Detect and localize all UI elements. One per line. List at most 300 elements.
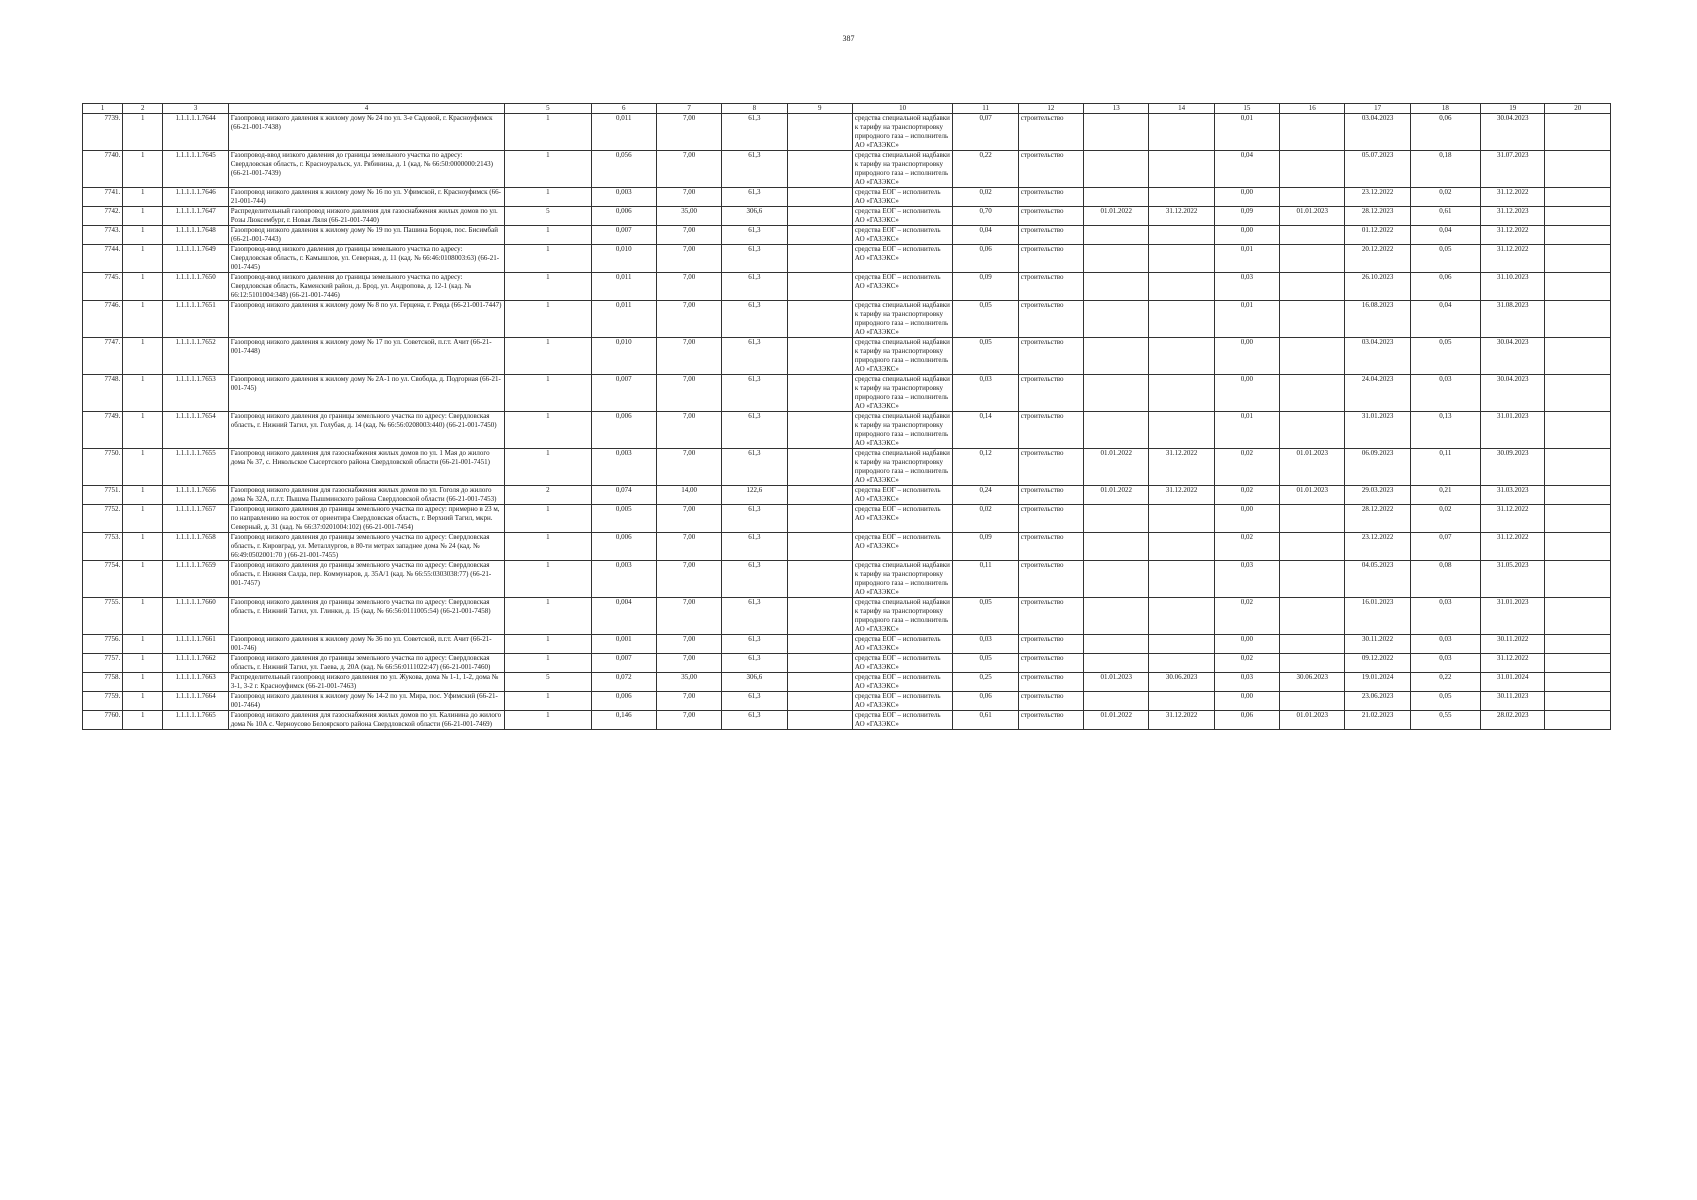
table-cell-col-15: 0,09 xyxy=(1214,207,1279,226)
table-cell-col-20 xyxy=(1545,245,1611,273)
table-cell-col-12: строительство xyxy=(1018,692,1083,711)
column-header-17: 17 xyxy=(1345,104,1410,114)
table-cell-col-7: 7,00 xyxy=(656,412,721,449)
table-cell-col-2: 1 xyxy=(123,486,163,505)
table-cell-col-12: строительство xyxy=(1018,598,1083,635)
column-header-20: 20 xyxy=(1545,104,1611,114)
table-cell-col-19: 30.04.2023 xyxy=(1481,338,1545,375)
table-cell-col-9 xyxy=(787,654,852,673)
table-cell-col-6: 0,011 xyxy=(591,273,656,301)
table-cell-col-18: 0,08 xyxy=(1410,561,1480,598)
table-cell-col-15: 0,04 xyxy=(1214,151,1279,188)
table-cell-col-4: Газопровод-ввод низкого давления до границы земельного участка по адресу: Свердловская область, г. Красноуральск, ул. Рябинина, д. 1 (кад. № 66:50:0000000:2143) (66-21-001-7439) xyxy=(228,151,504,188)
table-cell-col-2: 1 xyxy=(123,375,163,412)
table-cell-col-20 xyxy=(1545,188,1611,207)
table-cell-col-17: 31.01.2023 xyxy=(1345,412,1410,449)
table-cell-col-4: Газопровод низкого давления к жилому дому № 2А-1 по ул. Свобода, д. Подгорная (66-21-001-745) xyxy=(228,375,504,412)
table-cell-col-14: 30.06.2023 xyxy=(1149,673,1214,692)
table-cell-col-3: 1.1.1.1.1.7652 xyxy=(163,338,228,375)
table-cell-col-19: 31.12.2023 xyxy=(1481,207,1545,226)
table-cell-col-15: 0,00 xyxy=(1214,692,1279,711)
table-cell-col-4: Газопровод низкого давления до границы земельного участка по адресу: Свердловская область, г. Нижняя Салда, пер. Коммунаров, д. 35А/1 (кад. № 66:55:0303038:77) (66-21-001-7457) xyxy=(228,561,504,598)
table-cell-col-9 xyxy=(787,245,852,273)
table-cell-col-8: 61,3 xyxy=(722,598,787,635)
table-cell-col-14 xyxy=(1149,151,1214,188)
table-row xyxy=(83,654,1611,673)
table-cell-col-15: 0,00 xyxy=(1214,635,1279,654)
table-cell-col-1: 7751. xyxy=(83,486,123,505)
table-cell-col-10: средства ЕОГ – исполнитель АО «ГАЗЭКС» xyxy=(852,635,953,654)
table-cell-col-12: строительство xyxy=(1018,338,1083,375)
table-cell-col-15: 0,03 xyxy=(1214,561,1279,598)
table-cell-col-17: 26.10.2023 xyxy=(1345,273,1410,301)
table-row xyxy=(83,449,1611,486)
table-cell-col-3: 1.1.1.1.1.7659 xyxy=(163,561,228,598)
table-cell-col-19: 31.01.2024 xyxy=(1481,673,1545,692)
table-cell-col-12: строительство xyxy=(1018,561,1083,598)
table-cell-col-18: 0,07 xyxy=(1410,533,1480,561)
table-cell-col-11: 0,61 xyxy=(953,711,1018,730)
table-cell-col-9 xyxy=(787,151,852,188)
table-cell-col-15: 0,01 xyxy=(1214,301,1279,338)
table-cell-col-6: 0,007 xyxy=(591,654,656,673)
table-cell-col-9 xyxy=(787,226,852,245)
table-cell-col-6: 0,146 xyxy=(591,711,656,730)
table-cell-col-19: 30.11.2023 xyxy=(1481,692,1545,711)
table-cell-col-13 xyxy=(1084,245,1149,273)
table-cell-col-8: 61,3 xyxy=(722,151,787,188)
table-cell-col-16 xyxy=(1280,654,1345,673)
table-cell-col-19: 31.10.2023 xyxy=(1481,273,1545,301)
table-cell-col-2: 1 xyxy=(123,301,163,338)
table-row xyxy=(83,273,1611,301)
table-cell-col-6: 0,007 xyxy=(591,226,656,245)
column-header-14: 14 xyxy=(1149,104,1214,114)
table-cell-col-19: 31.12.2022 xyxy=(1481,654,1545,673)
table-cell-col-13: 01.01.2022 xyxy=(1084,207,1149,226)
table-cell-col-19: 28.02.2023 xyxy=(1481,711,1545,730)
table-cell-col-4: Газопровод низкого давления к жилому дому № 8 по ул. Герцена, г. Ревда (66-21-001-7447) xyxy=(228,301,504,338)
table-cell-col-3: 1.1.1.1.1.7658 xyxy=(163,533,228,561)
column-header-12: 12 xyxy=(1018,104,1083,114)
table-cell-col-4: Газопровод низкого давления до границы земельного участка по адресу: Свердловская область, г. Нижний Тагил, ул. Глинки, д. 15 (кад. № 66:56:0111005:54) (66-21-001-7458) xyxy=(228,598,504,635)
table-cell-col-11: 0,04 xyxy=(953,226,1018,245)
column-header-18: 18 xyxy=(1410,104,1480,114)
table-cell-col-7: 7,00 xyxy=(656,692,721,711)
column-header-19: 19 xyxy=(1481,104,1545,114)
table-cell-col-14 xyxy=(1149,226,1214,245)
table-cell-col-15: 0,00 xyxy=(1214,375,1279,412)
table-cell-col-13: 01.01.2022 xyxy=(1084,486,1149,505)
table-cell-col-9 xyxy=(787,486,852,505)
table-cell-col-7: 7,00 xyxy=(656,188,721,207)
table-cell-col-16: 01.01.2023 xyxy=(1280,207,1345,226)
table-cell-col-11: 0,09 xyxy=(953,533,1018,561)
table-cell-col-15: 0,00 xyxy=(1214,505,1279,533)
table-cell-col-18: 0,21 xyxy=(1410,486,1480,505)
table-cell-col-4: Газопровод низкого давления к жилому дому № 17 по ул. Советской, п.г.т. Ачит (66-21-001-7448) xyxy=(228,338,504,375)
table-cell-col-17: 28.12.2023 xyxy=(1345,207,1410,226)
table-cell-col-5: 1 xyxy=(505,412,591,449)
table-cell-col-3: 1.1.1.1.1.7646 xyxy=(163,188,228,207)
table-cell-col-2: 1 xyxy=(123,533,163,561)
table-cell-col-7: 7,00 xyxy=(656,561,721,598)
table-cell-col-18: 0,02 xyxy=(1410,505,1480,533)
table-cell-col-5: 2 xyxy=(505,486,591,505)
table-cell-col-1: 7758. xyxy=(83,673,123,692)
table-cell-col-8: 122,6 xyxy=(722,486,787,505)
table-cell-col-19: 31.08.2023 xyxy=(1481,301,1545,338)
table-cell-col-10: средства специальной надбавки к тарифу на транспортировку природного газа – исполнитель АО «ГАЗЭКС» xyxy=(852,301,953,338)
table-cell-col-17: 28.12.2022 xyxy=(1345,505,1410,533)
table-body xyxy=(83,114,1611,730)
table-cell-col-12: строительство xyxy=(1018,486,1083,505)
registry-table xyxy=(82,103,1611,730)
table-cell-col-18: 0,11 xyxy=(1410,449,1480,486)
table-cell-col-9 xyxy=(787,711,852,730)
table-cell-col-10: средства специальной надбавки к тарифу на транспортировку природного газа – исполнитель АО «ГАЗЭКС» xyxy=(852,449,953,486)
table-row xyxy=(83,412,1611,449)
table-cell-col-11: 0,05 xyxy=(953,301,1018,338)
table-cell-col-19: 30.09.2023 xyxy=(1481,449,1545,486)
table-cell-col-20 xyxy=(1545,692,1611,711)
table-cell-col-6: 0,011 xyxy=(591,114,656,151)
table-cell-col-10: средства специальной надбавки к тарифу на транспортировку природного газа – исполнитель АО «ГАЗЭКС» xyxy=(852,598,953,635)
table-cell-col-13 xyxy=(1084,188,1149,207)
table-cell-col-17: 30.11.2022 xyxy=(1345,635,1410,654)
table-cell-col-15: 0,01 xyxy=(1214,412,1279,449)
table-cell-col-18: 0,22 xyxy=(1410,673,1480,692)
table-cell-col-12: строительство xyxy=(1018,226,1083,245)
table-cell-col-18: 0,04 xyxy=(1410,226,1480,245)
page-number: 387 xyxy=(842,34,855,43)
table-cell-col-3: 1.1.1.1.1.7660 xyxy=(163,598,228,635)
column-header-3: 3 xyxy=(163,104,228,114)
table-cell-col-4: Газопровод низкого давления к жилому дому № 16 по ул. Уфимской, г. Красноуфимск (66-21-001-744) xyxy=(228,188,504,207)
table-cell-col-11: 0,05 xyxy=(953,598,1018,635)
table-cell-col-16 xyxy=(1280,533,1345,561)
column-header-16: 16 xyxy=(1280,104,1345,114)
table-cell-col-15: 0,00 xyxy=(1214,188,1279,207)
table-cell-col-13 xyxy=(1084,114,1149,151)
column-header-10: 10 xyxy=(852,104,953,114)
table-cell-col-10: средства специальной надбавки к тарифу на транспортировку природного газа – исполнитель АО «ГАЗЭКС» xyxy=(852,338,953,375)
table-cell-col-1: 7755. xyxy=(83,598,123,635)
table-cell-col-6: 0,010 xyxy=(591,245,656,273)
table-cell-col-20 xyxy=(1545,505,1611,533)
table-cell-col-1: 7752. xyxy=(83,505,123,533)
table-cell-col-11: 0,09 xyxy=(953,273,1018,301)
table-cell-col-3: 1.1.1.1.1.7651 xyxy=(163,301,228,338)
table-cell-col-12: строительство xyxy=(1018,188,1083,207)
table-cell-col-17: 29.03.2023 xyxy=(1345,486,1410,505)
table-row xyxy=(83,533,1611,561)
table-cell-col-3: 1.1.1.1.1.7656 xyxy=(163,486,228,505)
table-cell-col-8: 61,3 xyxy=(722,338,787,375)
table-cell-col-3: 1.1.1.1.1.7661 xyxy=(163,635,228,654)
table-cell-col-8: 61,3 xyxy=(722,188,787,207)
table-cell-col-10: средства ЕОГ – исполнитель АО «ГАЗЭКС» xyxy=(852,654,953,673)
table-cell-col-11: 0,25 xyxy=(953,673,1018,692)
table-cell-col-2: 1 xyxy=(123,635,163,654)
table-cell-col-4: Газопровод низкого давления к жилому дому № 19 по ул. Пашина Борцов, пос. Бисимбай (66-21-001-7443) xyxy=(228,226,504,245)
column-header-7: 7 xyxy=(656,104,721,114)
table-cell-col-5: 1 xyxy=(505,151,591,188)
table-cell-col-12: строительство xyxy=(1018,505,1083,533)
table-cell-col-12: строительство xyxy=(1018,273,1083,301)
table-cell-col-16 xyxy=(1280,273,1345,301)
table-cell-col-14 xyxy=(1149,273,1214,301)
table-cell-col-12: строительство xyxy=(1018,301,1083,338)
table-cell-col-11: 0,11 xyxy=(953,561,1018,598)
table-cell-col-3: 1.1.1.1.1.7653 xyxy=(163,375,228,412)
table-row xyxy=(83,207,1611,226)
table-cell-col-13 xyxy=(1084,226,1149,245)
table-cell-col-17: 23.06.2023 xyxy=(1345,692,1410,711)
table-cell-col-16 xyxy=(1280,338,1345,375)
table-cell-col-2: 1 xyxy=(123,245,163,273)
table-cell-col-5: 1 xyxy=(505,245,591,273)
table-cell-col-11: 0,02 xyxy=(953,505,1018,533)
table-cell-col-1: 7749. xyxy=(83,412,123,449)
table-cell-col-18: 0,05 xyxy=(1410,692,1480,711)
table-cell-col-3: 1.1.1.1.1.7665 xyxy=(163,711,228,730)
table-cell-col-5: 5 xyxy=(505,207,591,226)
table-cell-col-1: 7745. xyxy=(83,273,123,301)
table-cell-col-14 xyxy=(1149,412,1214,449)
table-cell-col-16 xyxy=(1280,635,1345,654)
table-cell-col-7: 7,00 xyxy=(656,635,721,654)
table-cell-col-1: 7742. xyxy=(83,207,123,226)
table-cell-col-14 xyxy=(1149,505,1214,533)
table-cell-col-4: Газопровод низкого давления для газоснабжения жилых домов по ул. 1 Мая до жилого дома № 37, с. Никольское Сысертского района Свердловской области (66-21-001-7451) xyxy=(228,449,504,486)
table-row xyxy=(83,711,1611,730)
table-cell-col-8: 61,3 xyxy=(722,375,787,412)
column-header-4: 4 xyxy=(228,104,504,114)
table-cell-col-15: 0,01 xyxy=(1214,114,1279,151)
table-cell-col-14 xyxy=(1149,692,1214,711)
table-cell-col-2: 1 xyxy=(123,692,163,711)
table-cell-col-16: 30.06.2023 xyxy=(1280,673,1345,692)
table-cell-col-20 xyxy=(1545,412,1611,449)
table-cell-col-3: 1.1.1.1.1.7644 xyxy=(163,114,228,151)
table-cell-col-13: 01.01.2023 xyxy=(1084,673,1149,692)
table-cell-col-7: 14,00 xyxy=(656,486,721,505)
table-cell-col-19: 31.12.2022 xyxy=(1481,188,1545,207)
table-cell-col-7: 7,00 xyxy=(656,301,721,338)
table-cell-col-20 xyxy=(1545,561,1611,598)
table-cell-col-5: 1 xyxy=(505,114,591,151)
table-cell-col-18: 0,05 xyxy=(1410,245,1480,273)
table-cell-col-10: средства специальной надбавки к тарифу на транспортировку природного газа – исполнитель АО «ГАЗЭКС» xyxy=(852,375,953,412)
table-cell-col-2: 1 xyxy=(123,151,163,188)
table-cell-col-18: 0,18 xyxy=(1410,151,1480,188)
table-cell-col-1: 7754. xyxy=(83,561,123,598)
table-cell-col-20 xyxy=(1545,207,1611,226)
table-cell-col-5: 1 xyxy=(505,533,591,561)
table-cell-col-8: 61,3 xyxy=(722,449,787,486)
column-header-1: 1 xyxy=(83,104,123,114)
table-cell-col-12: строительство xyxy=(1018,711,1083,730)
table-cell-col-3: 1.1.1.1.1.7663 xyxy=(163,673,228,692)
table-cell-col-1: 7744. xyxy=(83,245,123,273)
table-cell-col-1: 7740. xyxy=(83,151,123,188)
table-cell-col-18: 0,06 xyxy=(1410,114,1480,151)
table-cell-col-2: 1 xyxy=(123,226,163,245)
table-cell-col-11: 0,14 xyxy=(953,412,1018,449)
table-cell-col-9 xyxy=(787,533,852,561)
table-cell-col-10: средства ЕОГ – исполнитель АО «ГАЗЭКС» xyxy=(852,692,953,711)
table-cell-col-1: 7756. xyxy=(83,635,123,654)
table-row xyxy=(83,338,1611,375)
table-cell-col-5: 1 xyxy=(505,273,591,301)
table-cell-col-4: Газопровод низкого давления к жилому дому № 14-2 по ул. Мира, пос. Уфимский (66-21-001-7464) xyxy=(228,692,504,711)
table-cell-col-11: 0,06 xyxy=(953,692,1018,711)
table-cell-col-10: средства ЕОГ – исполнитель АО «ГАЗЭКС» xyxy=(852,673,953,692)
table-cell-col-11: 0,03 xyxy=(953,375,1018,412)
table-cell-col-6: 0,056 xyxy=(591,151,656,188)
table-cell-col-15: 0,03 xyxy=(1214,673,1279,692)
table-cell-col-13 xyxy=(1084,654,1149,673)
table-cell-col-19: 31.12.2022 xyxy=(1481,505,1545,533)
table-cell-col-2: 1 xyxy=(123,505,163,533)
table-cell-col-14 xyxy=(1149,654,1214,673)
table-cell-col-14: 31.12.2022 xyxy=(1149,486,1214,505)
table-cell-col-8: 61,3 xyxy=(722,635,787,654)
table-cell-col-11: 0,02 xyxy=(953,188,1018,207)
table-cell-col-17: 09.12.2022 xyxy=(1345,654,1410,673)
table-cell-col-17: 24.04.2023 xyxy=(1345,375,1410,412)
table-cell-col-8: 61,3 xyxy=(722,533,787,561)
table-cell-col-12: строительство xyxy=(1018,114,1083,151)
table-cell-col-10: средства ЕОГ – исполнитель АО «ГАЗЭКС» xyxy=(852,207,953,226)
table-cell-col-16 xyxy=(1280,561,1345,598)
header-row xyxy=(83,104,1611,114)
table-cell-col-9 xyxy=(787,301,852,338)
table-cell-col-14 xyxy=(1149,301,1214,338)
table-cell-col-13 xyxy=(1084,151,1149,188)
table-cell-col-11: 0,05 xyxy=(953,338,1018,375)
table-row xyxy=(83,561,1611,598)
table-cell-col-6: 0,006 xyxy=(591,533,656,561)
table-cell-col-15: 0,02 xyxy=(1214,533,1279,561)
table-cell-col-18: 0,61 xyxy=(1410,207,1480,226)
table-cell-col-2: 1 xyxy=(123,188,163,207)
table-cell-col-19: 31.01.2023 xyxy=(1481,598,1545,635)
table-cell-col-8: 61,3 xyxy=(722,245,787,273)
table-cell-col-8: 61,3 xyxy=(722,692,787,711)
table-cell-col-18: 0,06 xyxy=(1410,273,1480,301)
table-cell-col-3: 1.1.1.1.1.7645 xyxy=(163,151,228,188)
table-cell-col-1: 7746. xyxy=(83,301,123,338)
table-cell-col-7: 7,00 xyxy=(656,273,721,301)
table-cell-col-7: 7,00 xyxy=(656,711,721,730)
table-cell-col-6: 0,006 xyxy=(591,207,656,226)
table-cell-col-7: 7,00 xyxy=(656,598,721,635)
table-cell-col-4: Газопровод низкого давления к жилому дому № 24 по ул. 3-е Садовой, г. Красноуфимск (66-21-001-7438) xyxy=(228,114,504,151)
table-cell-col-7: 7,00 xyxy=(656,449,721,486)
table-cell-col-19: 31.12.2022 xyxy=(1481,245,1545,273)
table-cell-col-17: 16.01.2023 xyxy=(1345,598,1410,635)
table-cell-col-20 xyxy=(1545,449,1611,486)
table-cell-col-7: 7,00 xyxy=(656,114,721,151)
table-cell-col-4: Газопровод-ввод низкого давления до границы земельного участка по адресу: Свердловская область, г. Камышлов, ул. Северная, д. 11 (кад. № 66:46:0108003:63) (66-21-001-7445) xyxy=(228,245,504,273)
table-cell-col-13 xyxy=(1084,301,1149,338)
table-cell-col-20 xyxy=(1545,375,1611,412)
table-cell-col-6: 0,001 xyxy=(591,635,656,654)
table-cell-col-6: 0,006 xyxy=(591,692,656,711)
table-cell-col-9 xyxy=(787,114,852,151)
table-cell-col-5: 1 xyxy=(505,711,591,730)
table-cell-col-7: 7,00 xyxy=(656,226,721,245)
table-cell-col-11: 0,12 xyxy=(953,449,1018,486)
table-cell-col-8: 61,3 xyxy=(722,505,787,533)
table-cell-col-16 xyxy=(1280,226,1345,245)
table-cell-col-15: 0,02 xyxy=(1214,449,1279,486)
table-cell-col-8: 61,3 xyxy=(722,654,787,673)
table-cell-col-5: 1 xyxy=(505,635,591,654)
table-row xyxy=(83,635,1611,654)
table-cell-col-20 xyxy=(1545,486,1611,505)
table-cell-col-7: 7,00 xyxy=(656,245,721,273)
table-cell-col-3: 1.1.1.1.1.7664 xyxy=(163,692,228,711)
table-cell-col-10: средства ЕОГ – исполнитель АО «ГАЗЭКС» xyxy=(852,188,953,207)
table-cell-col-13 xyxy=(1084,375,1149,412)
table-cell-col-9 xyxy=(787,505,852,533)
table-cell-col-13 xyxy=(1084,338,1149,375)
table-cell-col-9 xyxy=(787,375,852,412)
table-cell-col-2: 1 xyxy=(123,561,163,598)
table-cell-col-11: 0,05 xyxy=(953,654,1018,673)
table-cell-col-9 xyxy=(787,338,852,375)
table-cell-col-15: 0,02 xyxy=(1214,598,1279,635)
table-row xyxy=(83,673,1611,692)
table-cell-col-2: 1 xyxy=(123,114,163,151)
table-cell-col-2: 1 xyxy=(123,711,163,730)
table-cell-col-18: 0,03 xyxy=(1410,654,1480,673)
table-cell-col-10: средства ЕОГ – исполнитель АО «ГАЗЭКС» xyxy=(852,711,953,730)
table-cell-col-16 xyxy=(1280,245,1345,273)
table-cell-col-20 xyxy=(1545,673,1611,692)
table-cell-col-16 xyxy=(1280,412,1345,449)
table-cell-col-8: 61,3 xyxy=(722,561,787,598)
table-cell-col-15: 0,00 xyxy=(1214,338,1279,375)
table-cell-col-20 xyxy=(1545,711,1611,730)
table-cell-col-17: 23.12.2022 xyxy=(1345,188,1410,207)
table-row xyxy=(83,245,1611,273)
table-cell-col-6: 0,003 xyxy=(591,561,656,598)
table-cell-col-18: 0,03 xyxy=(1410,598,1480,635)
table-cell-col-20 xyxy=(1545,338,1611,375)
table-cell-col-7: 35,00 xyxy=(656,673,721,692)
table-cell-col-19: 31.12.2022 xyxy=(1481,533,1545,561)
table-cell-col-8: 61,3 xyxy=(722,273,787,301)
table-cell-col-16 xyxy=(1280,188,1345,207)
table-cell-col-5: 1 xyxy=(505,561,591,598)
table-cell-col-7: 7,00 xyxy=(656,338,721,375)
table-cell-col-16 xyxy=(1280,151,1345,188)
table-cell-col-14: 31.12.2022 xyxy=(1149,207,1214,226)
table-cell-col-13: 01.01.2022 xyxy=(1084,449,1149,486)
column-header-13: 13 xyxy=(1084,104,1149,114)
table-cell-col-16: 01.01.2023 xyxy=(1280,486,1345,505)
table-cell-col-7: 7,00 xyxy=(656,533,721,561)
table-cell-col-3: 1.1.1.1.1.7648 xyxy=(163,226,228,245)
table-cell-col-13 xyxy=(1084,598,1149,635)
table-cell-col-12: строительство xyxy=(1018,151,1083,188)
table-cell-col-7: 7,00 xyxy=(656,505,721,533)
table-cell-col-12: строительство xyxy=(1018,533,1083,561)
